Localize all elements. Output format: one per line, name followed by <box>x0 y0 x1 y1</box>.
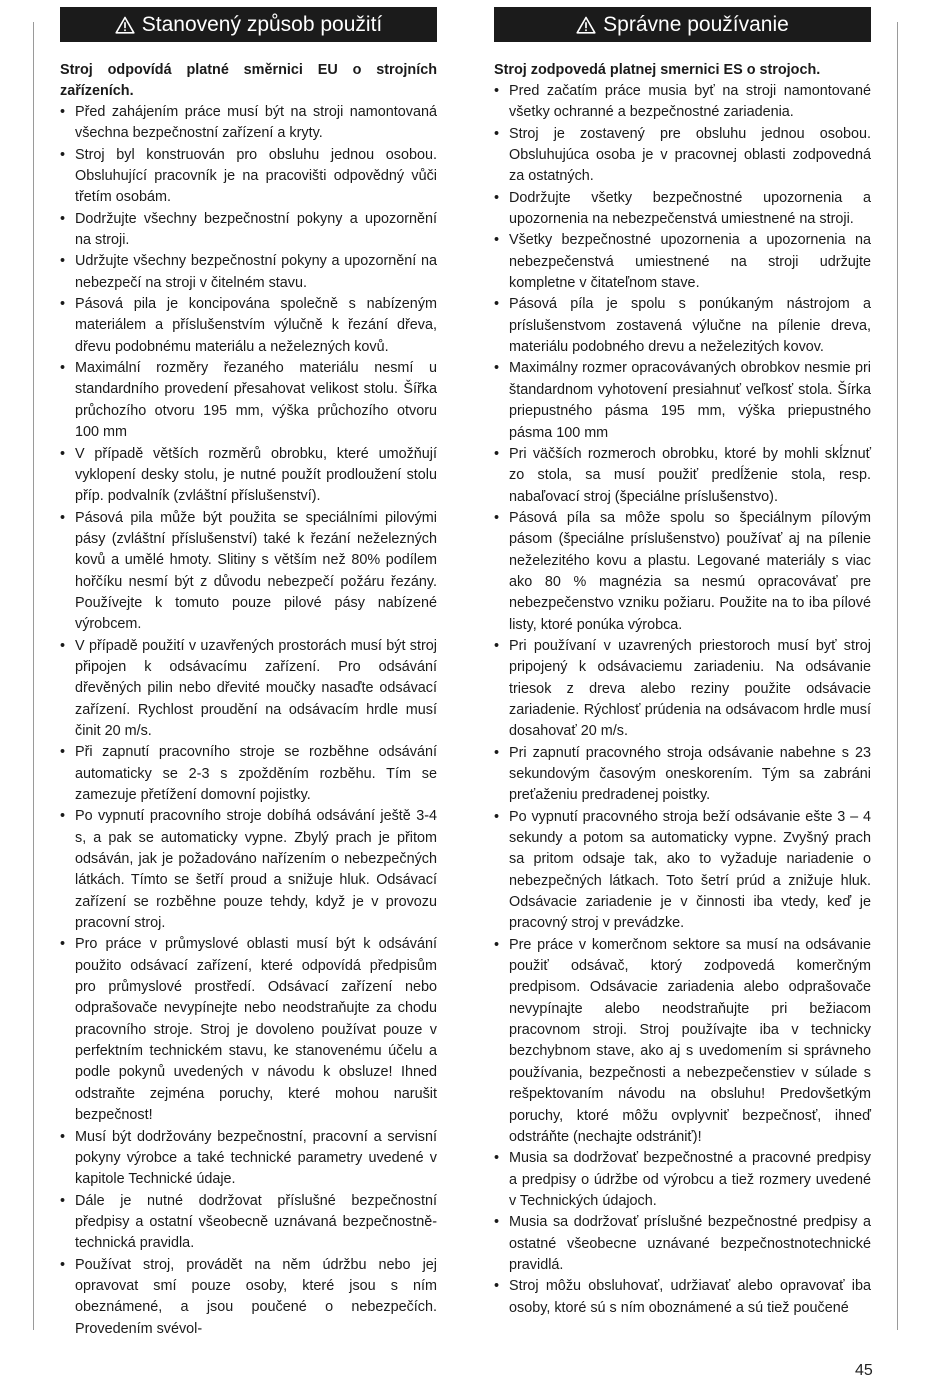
list-item: • Musia sa dodržovať bezpečnostné a pracovné predpisy a predpisy o údržbe od výrobcu a tiež rozmery uvedené v Technických údajoch. <box>494 1148 871 1212</box>
list-item: • Pásová píla sa môže spolu so špeciálnym pílovým pásom (špeciálne príslušenstvo) používať aj na pílenie neželezitého kovu a plastu. Legované materiály s viac ako 80 % magnézia sa nesmú opracovávať pre nebezpečenstvo vzniku požiaru. Použite na to iba pílové listy, ktoré ponúka výrobca. <box>494 508 871 636</box>
list-item: • V případě použití v uzavřených prostorách musí být stroj připojen k odsávacímu zařízení. Pro odsávání dřevěných pilin nebo dřevité moučky nasaďte odsávací zařízení. Rychlost proudění na odsávacím hrdle musí činit 20 m/s. <box>60 636 437 743</box>
right-margin-rule <box>897 22 898 1330</box>
list-item: • Pre práce v komerčnom sektore sa musí na odsávanie použiť odsávač, ktorý zodpovedá komerčným predpisom. Odsávacie zariadenia alebo odprašovače nevypínajte alebo neodstraňujte pri bežiacom pracovnom stroji. Stroj používajte iba v technicky bezchybnom stave, ako aj s uvedomením si správneho používania, bezpečnosti a nebezpečenstiev v súlade s rešpektovaním návodu na obsluhu! Predovšetkým poruchy, ktoré môžu ovplyvniť bezpečnosť, ihneď odstráňte (nechajte odstrániť)! <box>494 935 871 1148</box>
list-item: • Pri zapnutí pracovného stroja odsávanie nabehne s 23 sekundovým časovým oneskorením. Tým sa zabráni preťaženiu predradenej poistky. <box>494 743 871 807</box>
list-item: • Dále je nutné dodržovat příslušné bezpečnostní předpisy a ostatní všeobecně uznávaná bezpečnostně-technická pravidla. <box>60 1191 437 1255</box>
list-item: • Před zahájením práce musí být na stroji namontovaná všechna bezpečnostní zařízení a kryty. <box>60 102 437 145</box>
list-item: • Stroj byl konstruován pro obsluhu jednou osobou. Obsluhující pracovník je na pracovišti odpovědný vůči třetím osobám. <box>60 145 437 209</box>
left-section-header <box>60 7 437 42</box>
list-item: • Pri väčších rozmeroch obrobku, ktoré by mohli skĺznuť zo stola, sa musí použiť predĺženie stola, resp. nabaľovací stroj (špeciálne príslušenstvo). <box>494 444 871 508</box>
left-intro-text: Stroj odpovídá platné směrnici EU o strojních zařízeních. <box>60 62 437 99</box>
left-bullet-list <box>60 102 437 1340</box>
list-item: • Dodržujte všetky bezpečnostné upozornenia a upozornenia na nebezpečenstvá umiestnené na stroji. <box>494 188 871 231</box>
list-item: • Po vypnutí pracovního stroje dobíhá odsávání ještě 3-4 s, a pak se automaticky vypne. Zbylý prach je přitom odsáván, jak je požadováno nařízením o nebezpečných látkách. Tímto se šetří proud a snižuje hluk. Odsávací zařízení se rozběhne pouze tehdy, když je v provozu pracovní stroj. <box>60 806 437 934</box>
list-item: • Pásová pila je koncipována společně s nabízeným materiálem a příslušenstvím výlučně k řezání dřeva, dřevu podobnému materiálu a neželezných kovů. <box>60 294 437 358</box>
right-section-title: Správne používanie <box>603 12 789 36</box>
list-item: • Stroj je zostavený pre obsluhu jednou osobou. Obsluhujúca osoba je v pracovnej oblasti zodpovedná za ostatných. <box>494 124 871 188</box>
list-item: • Musia sa dodržovať príslušné bezpečnostné predpisy a ostatné všeobecne uznávané bezpečnostnotechnické pravidlá. <box>494 1212 871 1276</box>
right-intro-text: Stroj zodpovedá platnej smernici ES o strojoch. <box>494 62 821 78</box>
list-item: • Pro práce v průmyslové oblasti musí být k odsávání použito odsávací zařízení, které odpovídá předpisům pro průmyslové prostředí. Odsávací zařízení nebo odprašovače nevypínejte nebo neodstraňujte za chodu pracovního stroje. Stroj je dovoleno používat pouze v perfektním technickém stavu, ke stanovenému účelu a podle pokynů uvedených v návodu k obsluze! Ihned odstraňte zejména poruchy, které mohou narušit bezpečnost! <box>60 934 437 1126</box>
list-item: • Po vypnutí pracovného stroja beží odsávanie ešte 3 – 4 sekundy a potom sa automaticky vypne. Zvyšný prach sa pritom odsaje tak, ako to vyžaduje nariadenie o nebezpečných látkach. Toto šetrí prúd a znižuje hluk. Odsávacie zariadenie je v činnosti iba vtedy, keď je pracovný stroj v prevádzke. <box>494 807 871 935</box>
list-item: • Pred začatím práce musia byť na stroji namontované všetky ochranné a bezpečnostné zariadenia. <box>494 81 871 124</box>
list-item: • Dodržujte všechny bezpečnostní pokyny a upozornění na stroji. <box>60 209 437 252</box>
right-section-header <box>494 7 871 42</box>
list-item: • Používat stroj, provádět na něm údržbu nebo jej opravovat smí pouze osoby, které jsou s ním obeznámené, a jsou poučené o nebezpečích. Provedením svévol- <box>60 1255 437 1340</box>
list-item: • Stroj môžu obsluhovať, udržiavať alebo opravovať iba osoby, ktoré sú s ním oboznámené a sú tiež poučené <box>494 1276 871 1319</box>
left-margin-rule <box>33 22 34 1330</box>
list-item: • Pri používaní v uzavrených priestoroch musí byť stroj pripojený k odsávaciemu zariadeniu. Na odsávanie triesok z dreva alebo reziny použite odsávacie zariadenie. Rýchlosť prúdenia na odsávacom hrdle musí dosahovať 20 m/s. <box>494 636 871 743</box>
right-bullet-list <box>494 81 871 1319</box>
list-item: • Musí být dodržovány bezpečnostní, pracovní a servisní pokyny výrobce a také technické parametry uvedené v kapitole Technické údaje. <box>60 1127 437 1191</box>
list-item: • Maximální rozměry řezaného materiálu nesmí u standardního provedení přesahovat velikost stolu. Šířka průchozího otvoru 195 mm, výška průchozího otvoru 100 mm <box>60 358 437 443</box>
page-number: 45 <box>855 1362 873 1379</box>
left-section-title: Stanovený způsob použití <box>141 12 383 36</box>
list-item: • Pásová píla je spolu s ponúkaným nástrojom a príslušenstvom zostavená výlučne na pílenie dreva, materiálu podobného drevu a neželezitých kovov. <box>494 294 871 358</box>
right-column <box>494 7 871 1319</box>
list-item: • Pásová pila může být použita se speciálními pilovými pásy (zvláštní příslušenství) také k řezání neželezných kovů a umělé hmoty. Slitiny s větším než 80% podílem hořčíku nesmí být z důvodu nebezpečí požáru řezány. Používejte k tomuto pouze pilové pásy nabízené výrobcem. <box>60 508 437 636</box>
list-item: • Udržujte všechny bezpečnostní pokyny a upozornění na nebezpečí na stroji v čitelném stavu. <box>60 251 437 294</box>
list-item: • Při zapnutí pracovního stroje se rozběhne odsávání automaticky se 2-3 s zpožděním rozběhu. Tím se zamezuje přetížení domovní pojistky. <box>60 742 437 806</box>
left-column <box>60 7 437 1340</box>
list-item: • Maximálny rozmer opracovávaných obrobkov nesmie pri štandardnom vyhotovení presiahnuť veľkosť stola. Šírka priepustného pásma 195 mm, výška priepustného pásma 100 mm <box>494 358 871 443</box>
list-item: • V případě větších rozměrů obrobku, které umožňují vyklopení desky stolu, je nutné použít prodloužení stolu příp. podvalník (zvláštní příslušenství). <box>60 444 437 508</box>
warning-triangle-icon <box>115 16 135 34</box>
warning-triangle-icon <box>576 16 596 34</box>
list-item: • Všetky bezpečnostné upozornenia a upozornenia na nebezpečenstvá umiestnené na stroji udržujte kompletne v čitateľnom stave. <box>494 230 871 294</box>
